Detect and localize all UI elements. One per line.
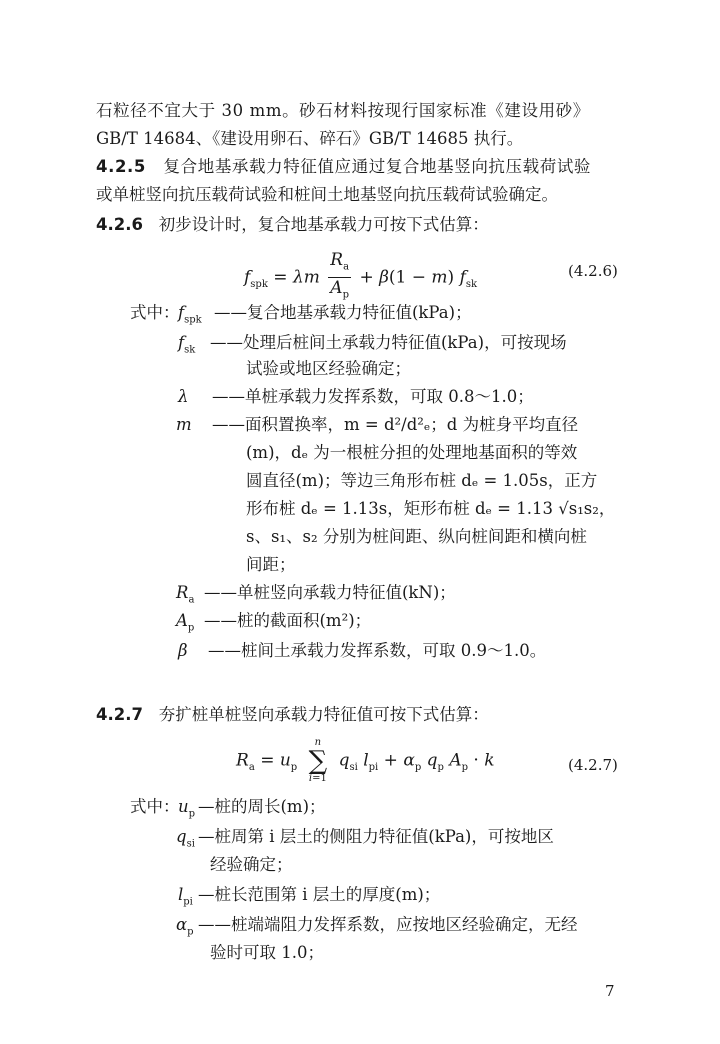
symbol-up: $u_p$ [178,797,196,820]
where-label-1: 式中： [130,303,180,322]
section-4-2-7-line-1 [96,704,489,726]
def-m-6: 间距； [246,555,296,574]
page-number: 7 [605,982,615,1000]
symbol-fspk: $f_{spk}$ [178,303,202,326]
intro-line-2: GB/T 14684、《建设用卵石、碎石》GB/T 14685 执行。 [96,129,524,148]
where-label-2: 式中： [130,797,180,816]
symbol-m: m [176,415,192,434]
equation-number-4-2-7: (4.2.7) [568,756,618,774]
equation-number-4-2-6: (4.2.6) [568,262,618,280]
def-m-5: s、s₁、s₂ 分别为桩间距、纵向桩间距和横向桩 [246,527,587,546]
section-number: 4.2.7 [96,705,143,724]
section-number: 4.2.6 [96,215,143,234]
def-fsk-2: 试验或地区经验确定； [246,359,411,378]
section-4-2-6-line-1 [96,214,489,236]
symbol-qsi: $q_{si}$ [176,827,195,850]
section-text: 复合地基承载力特征值应通过复合地基竖向抗压载荷试验 [163,157,592,176]
summation: n ∑ i=1 [308,737,328,784]
section-number: 4.2.5 [96,157,146,176]
symbol-fsk: $f_{sk}$ [178,333,196,356]
def-Ap: ——桩的截面积(m²)； [204,611,372,630]
fraction: $\frac{R_a}{A_p}$ [330,250,350,301]
section-4-2-5-line-1 [96,156,591,178]
symbol-Ra: $R_a$ [176,583,195,606]
def-Ra: ——单桩竖向承载力特征值(kN)； [204,583,456,602]
def-m-4: 形布桩 dₑ = 1.13s，矩形布桩 dₑ = 1.13 √s₁s₂， [246,499,616,518]
intro-line-1: 石粒径不宜大于 30 mm。砂石材料按现行国家标准《建设用砂》 [96,101,590,120]
def-m-3: 圆直径(m)；等边三角形布桩 dₑ = 1.05s，正方 [246,471,598,490]
def-beta: ——桩间土承载力发挥系数，可取 0.9～1.0。 [208,641,547,660]
formula-4-2-7: $R_a = u_p$ n ∑ i=1 $q_{si}$ $l_{pi} + \alpha_p$ $q_p$ $A_p \cdot k$ [236,737,495,784]
formula-4-2-6: $f_{spk} = \lambda m$ $\frac{R_a}{A_p}$ + β(1 − m) $f_{sk}$ [244,250,477,306]
symbol-alpha-p: $\alpha_p$ [176,915,194,938]
symbol-beta: β [178,641,188,660]
def-fspk: ——复合地基承载力特征值(kPa)； [214,303,472,322]
section-text: 夯扩桩单桩竖向承载力特征值可按下式估算： [158,705,489,724]
def-fsk-1: ——处理后桩间土承载力特征值(kPa)，可按现场 [210,333,567,352]
def-alpha-p-2: 验时可取 1.0； [210,943,324,962]
def-m-2: (m)，dₑ 为一根桩分担的处理地基面积的等效 [246,443,578,462]
section-4-2-5-line-2: 或单桩竖向抗压载荷试验和桩间土地基竖向抗压载荷试验确定。 [96,185,558,204]
def-lambda: ——单桩承载力发挥系数，可取 0.8～1.0； [212,387,534,406]
symbol-lpi: $l_{pi}$ [178,885,193,908]
def-qsi-1: —桩周第 i 层土的侧阻力特征值(kPa)，可按地区 [198,827,554,846]
def-up: —桩的周长(m)； [198,797,326,816]
section-text: 初步设计时，复合地基承载力可按下式估算： [158,215,489,234]
symbol-Ap: $A_p$ [176,611,195,634]
def-alpha-p-1: ——桩端端阻力发挥系数，应按地区经验确定，无经 [198,915,578,934]
symbol-lambda: λ [178,387,189,406]
def-m-1: ——面积置换率，m = d²/d²ₑ；d 为桩身平均直径 [212,415,579,434]
def-qsi-2: 经验确定； [210,855,293,874]
def-lpi: —桩长范围第 i 层土的厚度(m)； [198,885,441,904]
